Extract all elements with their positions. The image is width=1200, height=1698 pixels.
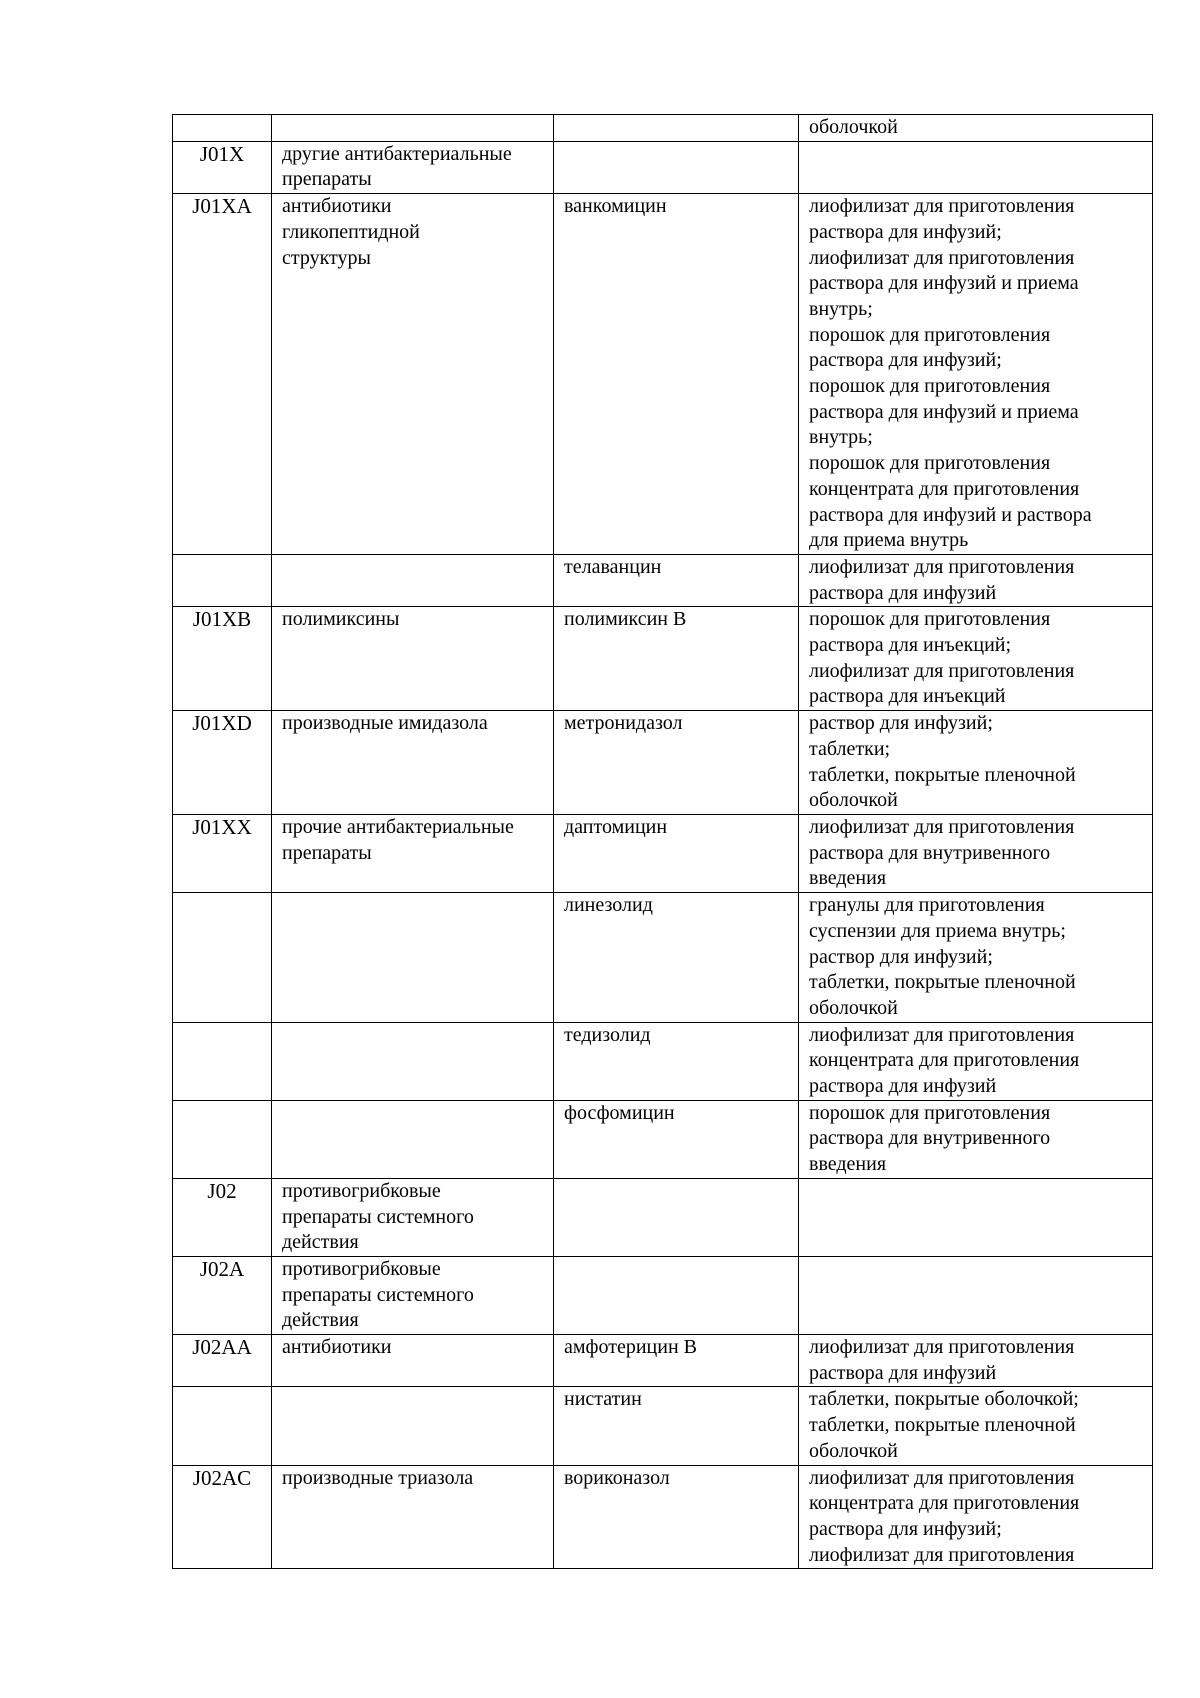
atc-code-cell: J02AC: [173, 1465, 272, 1569]
table-row: [173, 1335, 1153, 1387]
dosage-forms-cell: порошок для приготовления раствора для инъекций; лиофилизат для приготовления раствора для инъекций: [799, 607, 1153, 711]
anatomical-group-cell: [272, 115, 554, 142]
atc-code-cell: [173, 1022, 272, 1100]
atc-code-cell: J01X: [173, 141, 272, 193]
substance-cell: телаванцин: [554, 554, 799, 606]
substance-cell: [554, 1256, 799, 1334]
table-row: [173, 1256, 1153, 1334]
substance-cell: [554, 115, 799, 142]
dosage-forms-cell: лиофилизат для приготовления концентрата для приготовления раствора для инфузий: [799, 1022, 1153, 1100]
atc-code-cell: J01XB: [173, 607, 272, 711]
atc-code-cell: J02AA: [173, 1335, 272, 1387]
atc-code-cell: [173, 893, 272, 1023]
atc-code-cell: [173, 1100, 272, 1178]
atc-code-cell: J02A: [173, 1256, 272, 1334]
substance-cell: линезолид: [554, 893, 799, 1023]
atc-code-cell: [173, 1387, 272, 1465]
atc-code-cell: [173, 554, 272, 606]
anatomical-group-cell: [272, 554, 554, 606]
substance-cell: тедизолид: [554, 1022, 799, 1100]
anatomical-group-cell: прочие антибактериальные препараты: [272, 814, 554, 892]
dosage-forms-cell: раствор для инфузий; таблетки; таблетки, покрытые пленочной оболочкой: [799, 711, 1153, 815]
table-row: [173, 711, 1153, 815]
dosage-forms-cell: лиофилизат для приготовления концентрата для приготовления раствора для инфузий; лиофилизат для приготовления: [799, 1465, 1153, 1569]
substance-cell: метронидазол: [554, 711, 799, 815]
table-row: [173, 115, 1153, 142]
anatomical-group-cell: другие антибактериальные препараты: [272, 141, 554, 193]
anatomical-group-cell: полимиксины: [272, 607, 554, 711]
substance-cell: амфотерицин В: [554, 1335, 799, 1387]
anatomical-group-cell: [272, 1022, 554, 1100]
substance-cell: вориконазол: [554, 1465, 799, 1569]
dosage-forms-cell: лиофилизат для приготовления раствора для инфузий: [799, 1335, 1153, 1387]
table-body: [173, 115, 1153, 1569]
atc-code-cell: J01XX: [173, 814, 272, 892]
anatomical-group-cell: [272, 1100, 554, 1178]
anatomical-group-cell: [272, 893, 554, 1023]
substance-cell: полимиксин В: [554, 607, 799, 711]
table-row: [173, 607, 1153, 711]
anatomical-group-cell: антибиотики гликопептидной структуры: [272, 194, 554, 555]
dosage-forms-cell: лиофилизат для приготовления раствора для инфузий: [799, 554, 1153, 606]
dosage-forms-cell: оболочкой: [799, 115, 1153, 142]
dosage-forms-cell: лиофилизат для приготовления раствора для внутривенного введения: [799, 814, 1153, 892]
dosage-forms-cell: [799, 1256, 1153, 1334]
atc-code-cell: J01XA: [173, 194, 272, 555]
anatomical-group-cell: производные имидазола: [272, 711, 554, 815]
table-row: [173, 1100, 1153, 1178]
anatomical-group-cell: производные триазола: [272, 1465, 554, 1569]
drug-list-table: [172, 114, 1153, 1569]
table-row: [173, 814, 1153, 892]
table-row: [173, 194, 1153, 555]
anatomical-group-cell: антибиотики: [272, 1335, 554, 1387]
substance-cell: нистатин: [554, 1387, 799, 1465]
substance-cell: фосфомицин: [554, 1100, 799, 1178]
table-row: [173, 141, 1153, 193]
dosage-forms-cell: [799, 1178, 1153, 1256]
anatomical-group-cell: противогрибковые препараты системного действия: [272, 1256, 554, 1334]
table-row: [173, 893, 1153, 1023]
table-row: [173, 554, 1153, 606]
dosage-forms-cell: порошок для приготовления раствора для внутривенного введения: [799, 1100, 1153, 1178]
dosage-forms-cell: лиофилизат для приготовления раствора для инфузий; лиофилизат для приготовления раствора для инфузий и приема внутрь; порошок для приготовления раствора для инфузий; порошок для приготовления раствора для инфузий и приема внутрь; порошок для приготовления концентрата для приготовления раствора для инфузий и раствора для приема внутрь: [799, 194, 1153, 555]
substance-cell: [554, 1178, 799, 1256]
dosage-forms-cell: гранулы для приготовления суспензии для приема внутрь; раствор для инфузий; таблетки, покрытые пленочной оболочкой: [799, 893, 1153, 1023]
substance-cell: ванкомицин: [554, 194, 799, 555]
substance-cell: даптомицин: [554, 814, 799, 892]
anatomical-group-cell: [272, 1387, 554, 1465]
dosage-forms-cell: [799, 141, 1153, 193]
substance-cell: [554, 141, 799, 193]
table-row: [173, 1465, 1153, 1569]
atc-code-cell: J02: [173, 1178, 272, 1256]
atc-code-cell: J01XD: [173, 711, 272, 815]
atc-code-cell: [173, 115, 272, 142]
table-row: [173, 1022, 1153, 1100]
table-row: [173, 1387, 1153, 1465]
anatomical-group-cell: противогрибковые препараты системного действия: [272, 1178, 554, 1256]
table-row: [173, 1178, 1153, 1256]
dosage-forms-cell: таблетки, покрытые оболочкой; таблетки, покрытые пленочной оболочкой: [799, 1387, 1153, 1465]
